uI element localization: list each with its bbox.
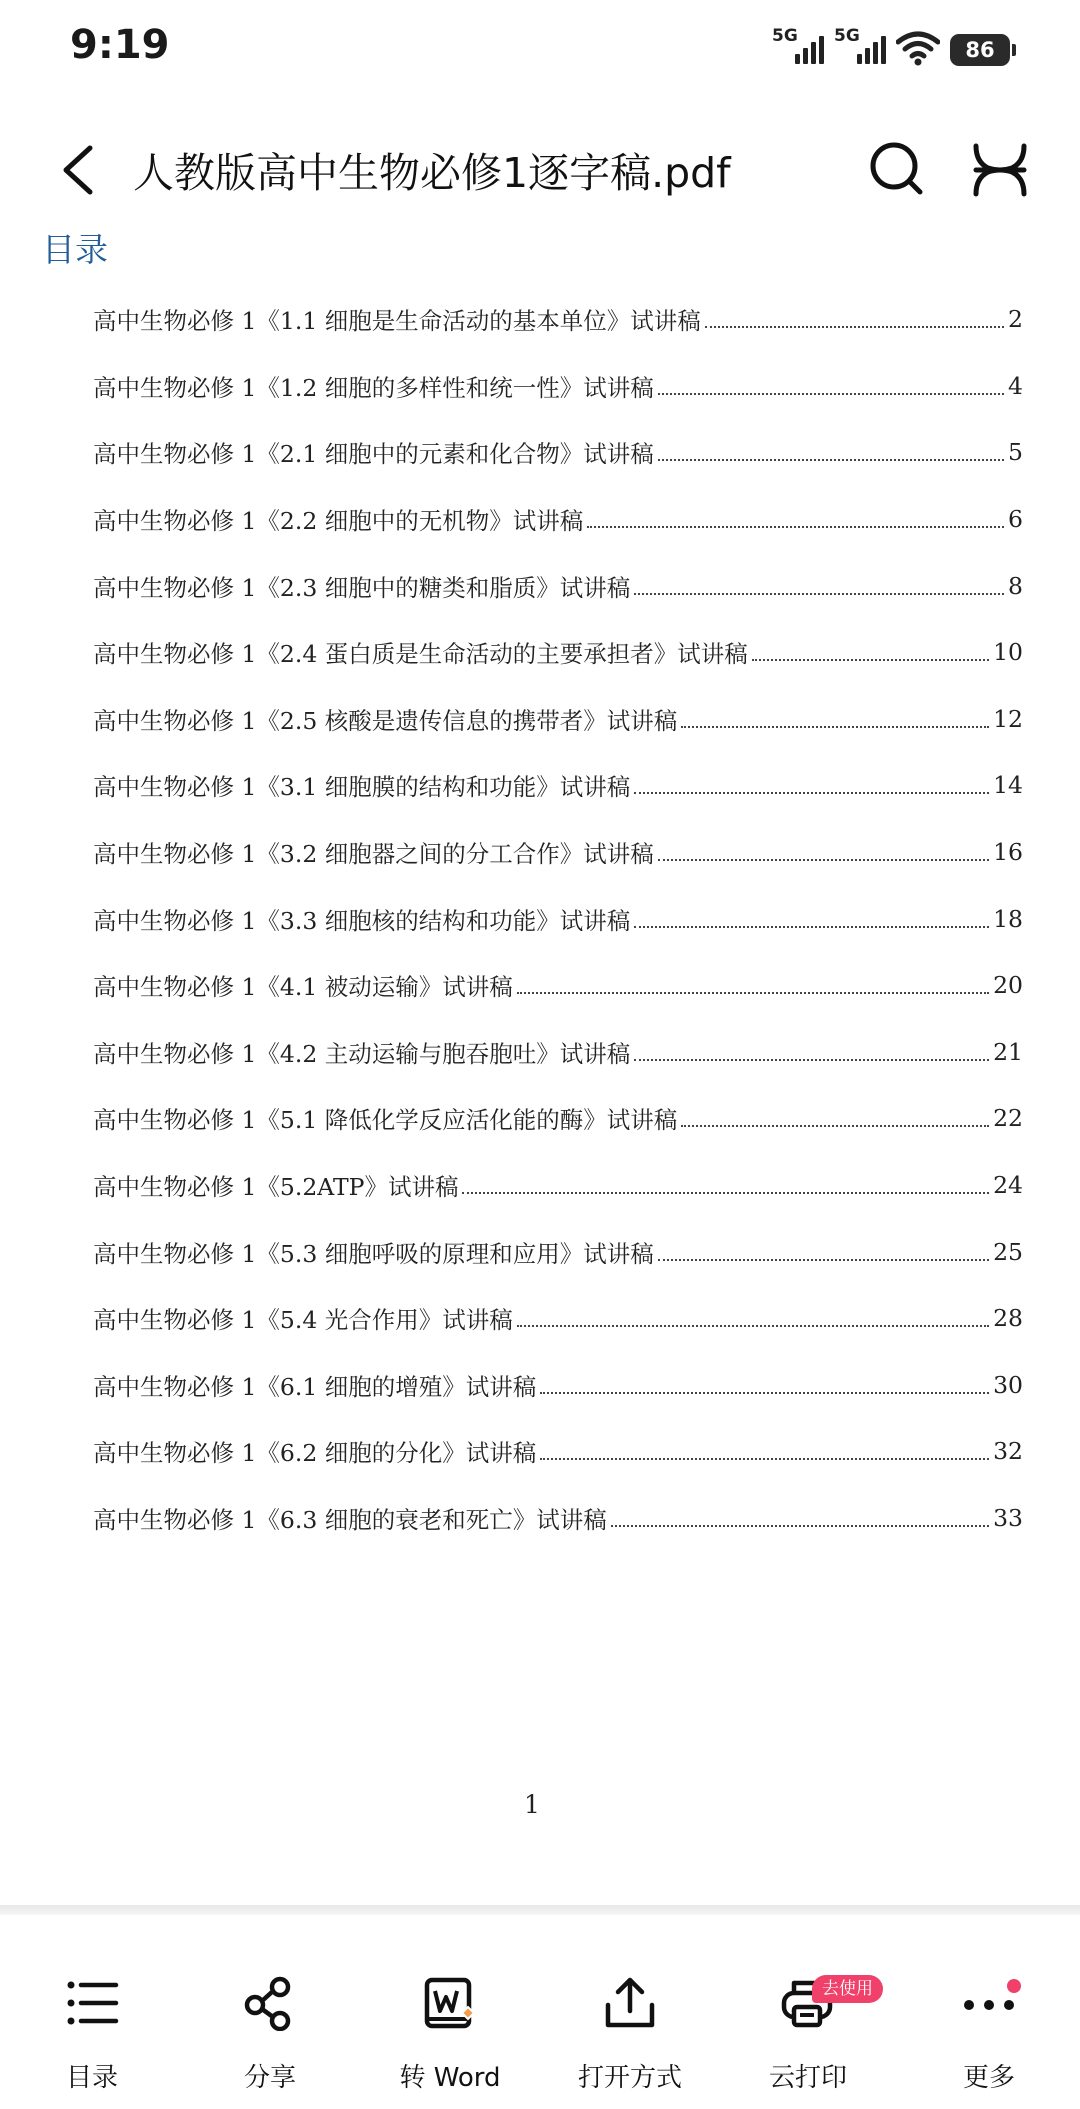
toc-leader-dots <box>462 1192 989 1194</box>
toc-item[interactable] <box>93 552 1023 619</box>
toc-item-title: 高中生物必修 1《3.2 细胞器之间的分工合作》试讲稿 <box>93 840 654 869</box>
toc-leader-dots <box>634 1059 989 1061</box>
toc-item-title: 高中生物必修 1《5.3 细胞呼吸的原理和应用》试讲稿 <box>93 1239 654 1268</box>
toc-item-page: 14 <box>993 771 1023 800</box>
wifi-icon <box>896 30 940 66</box>
toc-item[interactable] <box>93 752 1023 819</box>
bottom-toolbar <box>0 1915 1080 2109</box>
toc-leader-dots <box>634 593 1004 595</box>
share-icon <box>242 1975 298 2031</box>
toc-leader-dots <box>705 326 1004 328</box>
toc-item[interactable] <box>93 952 1023 1019</box>
toc-item[interactable] <box>93 1485 1023 1552</box>
status-time: 9:19 <box>70 22 170 68</box>
toc-item-title: 高中生物必修 1《2.1 细胞中的元素和化合物》试讲稿 <box>93 440 654 469</box>
toc-item-title: 高中生物必修 1《5.1 降低化学反应活化能的酶》试讲稿 <box>93 1106 678 1135</box>
more-label: 更多 <box>962 2063 1015 2093</box>
toc-leader-dots <box>658 1259 989 1261</box>
toc-item[interactable] <box>93 1285 1023 1352</box>
toc-item[interactable] <box>93 885 1023 952</box>
toc-leader-dots <box>587 526 1004 528</box>
notification-dot <box>1007 1979 1021 1993</box>
toc-item-page: 25 <box>993 1237 1023 1266</box>
share-button-label: 分享 <box>243 2063 296 2093</box>
toc-item-title: 高中生物必修 1《2.3 细胞中的糖类和脂质》试讲稿 <box>93 573 631 602</box>
battery-indicator: 86 <box>950 34 1010 66</box>
toc-item-page: 5 <box>1008 438 1023 467</box>
toc-item[interactable] <box>93 1019 1023 1086</box>
toc-heading: 目录 <box>42 230 108 269</box>
open-with-button[interactable] <box>555 1975 705 2095</box>
toolbar-divider <box>0 1905 1080 1915</box>
toc-item-page: 20 <box>993 971 1023 1000</box>
toc-leader-dots <box>681 726 989 728</box>
toc-item-page: 4 <box>1008 371 1023 400</box>
toc-leader-dots <box>540 1458 989 1460</box>
toc-item[interactable] <box>93 1352 1023 1419</box>
toc-leader-dots <box>540 1392 989 1394</box>
toc-leader-dots <box>611 1525 989 1527</box>
toc-leader-dots <box>681 1125 989 1127</box>
network-type-label: 5G <box>834 26 860 46</box>
toc-item-page: 16 <box>993 838 1023 867</box>
toc-item-title: 高中生物必修 1《1.2 细胞的多样性和统一性》试讲稿 <box>93 373 654 402</box>
toc-item-page: 12 <box>993 704 1023 733</box>
toc-leader-dots <box>658 459 1004 461</box>
print-promo-badge[interactable]: 去使用 <box>812 1975 883 2003</box>
toc-item-page: 8 <box>1008 571 1023 600</box>
toc-item-title: 高中生物必修 1《6.3 细胞的衰老和死亡》试讲稿 <box>93 1505 607 1534</box>
toc-item[interactable] <box>93 1152 1023 1219</box>
toc-leader-dots <box>658 859 989 861</box>
toc-item-page: 30 <box>993 1370 1023 1399</box>
network-type-label: 5G <box>772 26 798 46</box>
document-title: 人教版高中生物必修1逐字稿.pdf <box>133 149 731 197</box>
back-arrow-icon[interactable] <box>52 140 112 200</box>
toc-item-page: 10 <box>993 638 1023 667</box>
toc-item-title: 高中生物必修 1《3.3 细胞核的结构和功能》试讲稿 <box>93 906 631 935</box>
toc-item-title: 高中生物必修 1《2.2 细胞中的无机物》试讲稿 <box>93 507 584 536</box>
word-convert-icon <box>422 1975 478 2031</box>
app-header <box>0 120 1080 220</box>
exit-reader-icon[interactable] <box>968 138 1032 202</box>
cloud-print-label: 云打印 <box>768 2063 847 2093</box>
toc-item-page: 33 <box>993 1503 1023 1532</box>
toc-item[interactable] <box>93 1085 1023 1152</box>
toc-item-title: 高中生物必修 1《1.1 细胞是生命活动的基本单位》试讲稿 <box>93 307 701 336</box>
toc-item-page: 22 <box>993 1104 1023 1133</box>
status-icons <box>772 26 1010 66</box>
toc-item-title: 高中生物必修 1《5.2ATP》试讲稿 <box>93 1173 459 1202</box>
toc-item-title: 高中生物必修 1《3.1 细胞膜的结构和功能》试讲稿 <box>93 773 631 802</box>
toc-list <box>93 286 1023 1551</box>
toc-item[interactable] <box>93 686 1023 753</box>
toc-button-label: 目录 <box>65 2063 118 2093</box>
toc-item[interactable] <box>93 286 1023 353</box>
toc-item[interactable] <box>93 486 1023 553</box>
toc-item-page: 2 <box>1008 305 1023 334</box>
toc-item-title: 高中生物必修 1《4.1 被动运输》试讲稿 <box>93 973 513 1002</box>
convert-word-button[interactable] <box>375 1975 525 2095</box>
toc-item-title: 高中生物必修 1《2.4 蛋白质是生命活动的主要承担者》试讲稿 <box>93 640 748 669</box>
toc-item-title: 高中生物必修 1《2.5 核酸是遗传信息的携带者》试讲稿 <box>93 706 678 735</box>
convert-word-label: 转 Word <box>399 2063 501 2093</box>
toc-item-title: 高中生物必修 1《6.2 细胞的分化》试讲稿 <box>93 1439 537 1468</box>
toc-leader-dots <box>634 926 989 928</box>
toc-item[interactable] <box>93 1218 1023 1285</box>
more-button[interactable] <box>914 1975 1064 2095</box>
cellular-signal-icon <box>772 26 824 66</box>
toc-leader-dots <box>517 992 989 994</box>
share-button[interactable] <box>195 1975 345 2095</box>
toc-item-page: 32 <box>993 1437 1023 1466</box>
toc-item[interactable] <box>93 419 1023 486</box>
toc-item-page: 18 <box>993 904 1023 933</box>
status-bar <box>0 0 1080 100</box>
list-icon <box>64 1975 120 2031</box>
toc-item-page: 24 <box>993 1171 1023 1200</box>
toc-item-title: 高中生物必修 1《4.2 主动运输与胞吞胞吐》试讲稿 <box>93 1039 631 1068</box>
toc-leader-dots <box>517 1325 989 1327</box>
toc-item[interactable] <box>93 819 1023 886</box>
toc-item[interactable] <box>93 353 1023 420</box>
search-icon[interactable] <box>864 136 928 200</box>
toc-item-page: 28 <box>993 1304 1023 1333</box>
toc-leader-dots <box>752 659 989 661</box>
toc-item-page: 21 <box>993 1037 1023 1066</box>
toc-item-page: 6 <box>1008 505 1023 534</box>
toc-item[interactable] <box>93 1418 1023 1485</box>
open-with-icon <box>602 1975 658 2031</box>
toc-button[interactable] <box>17 1975 167 2095</box>
cellular-signal-icon <box>834 26 886 66</box>
toc-leader-dots <box>634 792 989 794</box>
toc-item-title: 高中生物必修 1《5.4 光合作用》试讲稿 <box>93 1306 513 1335</box>
toc-item-title: 高中生物必修 1《6.1 细胞的增殖》试讲稿 <box>93 1372 537 1401</box>
toc-leader-dots <box>658 393 1004 395</box>
open-with-label: 打开方式 <box>577 2063 682 2093</box>
page-number: 1 <box>524 1790 540 1819</box>
toc-item[interactable] <box>93 619 1023 686</box>
